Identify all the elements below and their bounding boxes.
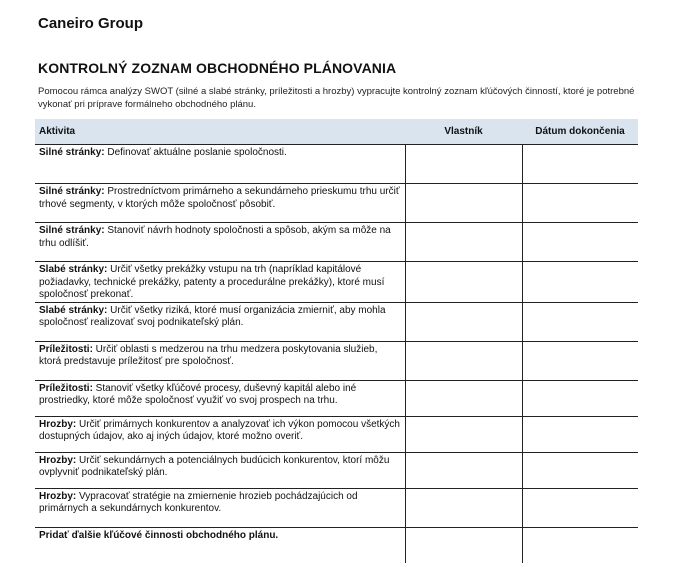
table-row	[35, 341, 638, 380]
activity-cell	[35, 302, 405, 341]
checklist-table	[35, 119, 638, 563]
activity-cell	[35, 452, 405, 488]
table-row	[35, 262, 638, 303]
add-activities-cell: Pridať ďalšie kľúčové činnosti obchodného plánu.	[35, 527, 405, 563]
owner-cell[interactable]	[405, 184, 522, 223]
activity-cell	[35, 262, 405, 303]
owner-cell[interactable]	[405, 488, 522, 527]
activity-cell	[35, 488, 405, 527]
owner-cell[interactable]	[405, 380, 522, 416]
table-row	[35, 223, 638, 262]
activity-text: Vypracovať stratégie na zmiernenie hrozieb pochádzajúcich od primárnych a sekundárnych konkurentov.	[39, 490, 358, 514]
company-name: Caneiro Group	[38, 15, 144, 32]
date-cell[interactable]	[522, 223, 638, 262]
date-cell[interactable]	[522, 452, 638, 488]
activity-category: Silné stránky:	[39, 186, 105, 197]
owner-cell[interactable]	[405, 145, 522, 184]
owner-cell[interactable]	[405, 302, 522, 341]
activity-text: Určiť sekundárnych a potenciálnych budúcich konkurentov, ktorí môžu ovplyvniť podnikateľský plán.	[39, 454, 390, 478]
page-title: KONTROLNÝ ZOZNAM OBCHODNÉHO PLÁNOVANIA	[38, 60, 397, 76]
activity-text: Prostredníctvom primárneho a sekundárneho prieskumu trhu určiť trhové segmenty, v ktorých môže spoločnosť pôsobiť.	[39, 186, 400, 210]
activity-cell	[35, 416, 405, 452]
owner-cell[interactable]	[405, 223, 522, 262]
header-owner: Vlastník	[405, 119, 522, 145]
activity-category: Hrozby:	[39, 454, 77, 466]
owner-cell[interactable]	[405, 527, 522, 563]
date-cell[interactable]	[522, 488, 638, 527]
date-cell[interactable]	[522, 527, 638, 563]
activity-text: Definovať aktuálne poslanie spoločnosti.	[104, 147, 287, 158]
table-row	[35, 416, 638, 452]
date-cell[interactable]	[522, 341, 638, 380]
activity-text: Určiť primárnych konkurentov a analyzovať ich výkon pomocou všetkých dostupných údajov, ako aj iných údajov, ktoré možno overiť.	[39, 418, 400, 442]
activity-text: Stanoviť všetky kľúčové procesy, duševný kapitál alebo iné prostriedky, ktoré môže spoločnosť využiť vo svoj prospech na trhu.	[39, 382, 357, 406]
activity-category: Hrozby:	[39, 418, 77, 430]
activity-category: Silné stránky:	[39, 147, 105, 158]
activity-text: Určiť všetky prekážky vstupu na trh (napríklad kapitálové požiadavky, technické prekážky, patenty a procedurálne prekážky), ktoré musí spoločnosť prekonať.	[39, 264, 385, 300]
activity-text: Určiť všetky riziká, ktoré musí organizácia zmierniť, aby mohla spoločnosť realizovať svoj podnikateľský plán.	[39, 304, 386, 328]
date-cell[interactable]	[522, 184, 638, 223]
activity-text: Stanoviť návrh hodnoty spoločnosti a spôsob, akým sa môže na trhu odlíšiť.	[39, 225, 391, 249]
activity-cell	[35, 145, 405, 184]
header-activity: Aktivita	[35, 119, 405, 145]
activity-category: Príležitosti:	[39, 382, 93, 394]
table-row	[35, 380, 638, 416]
activity-category: Slabé stránky:	[39, 264, 108, 275]
owner-cell[interactable]	[405, 262, 522, 303]
date-cell[interactable]	[522, 302, 638, 341]
owner-cell[interactable]	[405, 452, 522, 488]
table-row-add-more	[35, 527, 638, 563]
activity-category: Príležitosti:	[39, 343, 93, 355]
date-cell[interactable]	[522, 380, 638, 416]
activity-category: Hrozby:	[39, 490, 77, 502]
owner-cell[interactable]	[405, 416, 522, 452]
table-row	[35, 184, 638, 223]
intro-text: Pomocou rámca analýzy SWOT (silné a slabé stránky, príležitosti a hrozby) vypracujte kontrolný zoznam kľúčových činností, ktoré je potrebné vykonať pri príprave formálneho obchodného plánu.	[38, 86, 635, 110]
table-row	[35, 452, 638, 488]
table-row	[35, 302, 638, 341]
date-cell[interactable]	[522, 145, 638, 184]
activity-category: Silné stránky:	[39, 225, 105, 236]
activity-cell	[35, 223, 405, 262]
table-row	[35, 488, 638, 527]
owner-cell[interactable]	[405, 341, 522, 380]
table-row	[35, 145, 638, 184]
date-cell[interactable]	[522, 416, 638, 452]
activity-text: Určiť oblasti s medzerou na trhu medzera poskytovania služieb, ktorá predstavuje príležitosť pre spoločnosť.	[39, 343, 378, 367]
date-cell[interactable]	[522, 262, 638, 303]
activity-cell	[35, 380, 405, 416]
activity-cell	[35, 184, 405, 223]
activity-category: Slabé stránky:	[39, 304, 108, 316]
table-header-row	[35, 119, 638, 145]
activity-cell	[35, 341, 405, 380]
header-date: Dátum dokončenia	[522, 119, 638, 145]
